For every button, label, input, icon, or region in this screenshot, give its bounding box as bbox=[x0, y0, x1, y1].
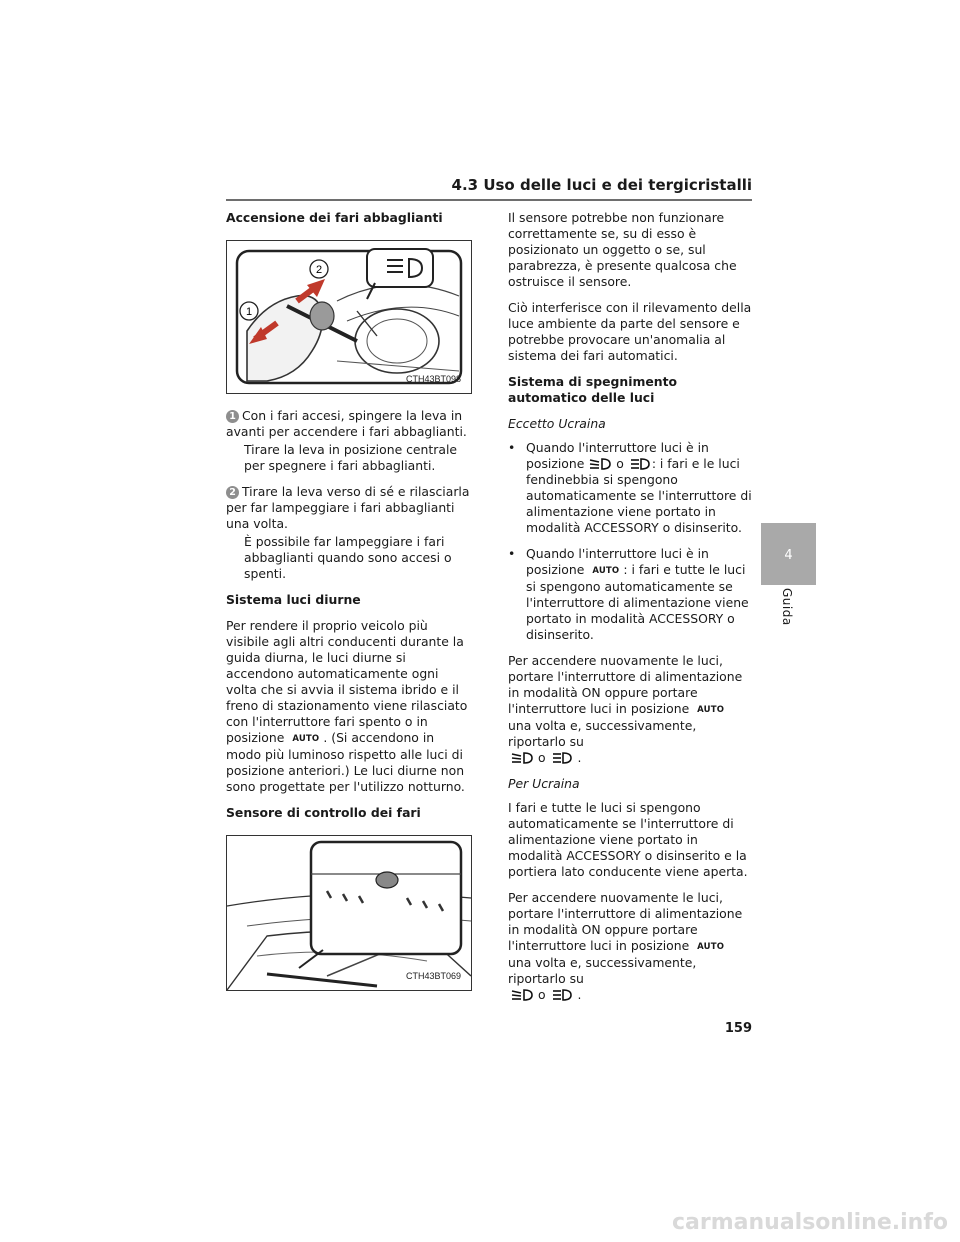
left-column bbox=[226, 210, 472, 1005]
period: . bbox=[577, 750, 582, 765]
paragraph-diurne bbox=[226, 618, 472, 795]
auto-icon: AUTO bbox=[592, 566, 620, 576]
riaccendere-paragraph-1 bbox=[508, 653, 752, 766]
bullet-2-text-b: : i fari e tutte le luci si spengono automaticamente se l'interruttore di alimentazione viene portato in modalità ACCESSORY o disinserito. bbox=[526, 562, 749, 642]
callout-2: 2 bbox=[315, 264, 323, 276]
step-number-2: 2 bbox=[226, 486, 239, 499]
callout-1: 1 bbox=[245, 306, 253, 318]
heading-abbaglianti: Accensione dei fari abbaglianti bbox=[226, 210, 443, 225]
low-beam-icon bbox=[510, 988, 534, 1002]
heading-sensore: Sensore di controllo dei fari bbox=[226, 805, 421, 820]
riaccendere-text-b: una volta e, successivamente, riportarlo su bbox=[508, 955, 697, 986]
bullet-2-text-a: Quando l'interruttore luci è in posizione bbox=[526, 546, 709, 577]
bullet-1-text-a: Quando l'interruttore luci è in posizione bbox=[526, 440, 709, 471]
step-1-sub: Tirare la leva in posizione centrale per spegnere i fari abbaglianti. bbox=[244, 442, 458, 473]
watermark: carmanualsonline.info bbox=[672, 1210, 948, 1235]
riaccendere-text-a: Per accendere nuovamente le luci, portare l'interruttore di alimentazione in modalità ON oppure portare l'interruttore luci in posizione bbox=[508, 653, 743, 716]
riaccendere-text-b: una volta e, successivamente, riportarlo su bbox=[508, 718, 697, 749]
step-1-text: Con i fari accesi, spingere la leva in avanti per accendere i fari abbaglianti. bbox=[226, 408, 467, 439]
header-rule bbox=[226, 199, 752, 201]
step-2-text: Tirare la leva verso di sé e rilasciarla per far lampeggiare i fari abbaglianti una volta. bbox=[226, 484, 470, 531]
step-2-sub: È possibile far lampeggiare i fari abbaglianti quando sono accesi o spenti. bbox=[244, 534, 452, 581]
label-per-ucraina: Per Ucraina bbox=[508, 776, 580, 791]
heading-diurne: Sistema luci diurne bbox=[226, 592, 361, 607]
or-text: o bbox=[616, 456, 624, 471]
ucraina-paragraph: I fari e tutte le luci si spengono automaticamente se l'interruttore di alimentazione viene portato in modalità ACCESSORY o disinserito e la portiera lato conducente viene aperta. bbox=[508, 800, 748, 879]
bullet-2 bbox=[508, 546, 752, 643]
right-column bbox=[508, 210, 752, 1013]
step-number-1: 1 bbox=[226, 410, 239, 423]
bullet-dot: • bbox=[508, 546, 516, 561]
bullet-1 bbox=[508, 440, 752, 536]
riaccendere-paragraph-2 bbox=[508, 890, 752, 1003]
diurne-text-b: . (Si accendono in modo più luminoso rispetto alle luci di posizione anteriori.) Le luci diurne non sono progettate per l'utilizzo notturno. bbox=[226, 730, 465, 794]
headlight-icon bbox=[550, 751, 574, 765]
bullet-1-text-b: : i fari e le luci fendinebbia si spengono automaticamente se l'interruttore di alimentazione viene portato in modalità ACCESSORY o disinserito. bbox=[526, 456, 752, 535]
headlight-icon bbox=[628, 457, 652, 471]
low-beam-icon bbox=[510, 751, 534, 765]
sensor-illustration bbox=[227, 836, 471, 990]
figure-code: CTH43BT098 bbox=[405, 374, 461, 384]
figure-lever bbox=[226, 240, 472, 394]
or-text: o bbox=[537, 750, 546, 765]
or-text: o bbox=[537, 987, 546, 1002]
step-2 bbox=[226, 484, 472, 532]
chapter-tab-number: 4 bbox=[784, 548, 793, 563]
period: . bbox=[577, 987, 582, 1002]
step-1 bbox=[226, 408, 472, 440]
figure-sensor bbox=[226, 835, 472, 991]
sensor-paragraph-2: Ciò interferisce con il rilevamento della luce ambiente da parte del sensore e potrebbe provocare un'anomalia al sistema dei fari automatici. bbox=[508, 300, 752, 363]
chapter-tab-label: Guida bbox=[780, 588, 794, 626]
low-beam-icon bbox=[588, 457, 612, 471]
chapter-tab[interactable] bbox=[761, 523, 816, 585]
page-number: 159 bbox=[724, 1021, 752, 1036]
auto-icon: AUTO bbox=[697, 705, 725, 715]
riaccendere-text-a: Per accendere nuovamente le luci, portare l'interruttore di alimentazione in modalità ON oppure portare l'interruttore luci in posizione bbox=[508, 890, 743, 953]
label-eccetto-ucraina: Eccetto Ucraina bbox=[508, 416, 606, 431]
bullet-dot: • bbox=[508, 440, 516, 455]
heading-spegnimento: Sistema di spegnimento automatico delle luci bbox=[508, 374, 678, 405]
auto-icon: AUTO bbox=[697, 942, 725, 952]
figure-code-2: CTH43BT069 bbox=[405, 971, 461, 981]
section-header: 4.3 Uso delle luci e dei tergicristalli bbox=[451, 176, 752, 194]
sensor-paragraph-1: Il sensore potrebbe non funzionare correttamente se, su di esso è posizionato un oggetto o se, sul parabrezza, è presente qualcosa che ostruisce il sensore. bbox=[508, 210, 737, 289]
auto-icon: AUTO bbox=[292, 734, 320, 744]
headlight-icon bbox=[550, 988, 574, 1002]
diurne-text-a: Per rendere il proprio veicolo più visibile agli altri conducenti durante la guida diurna, le luci diurne si accendono automaticamente ogni volta che si avvia il sistema ibrido e il freno di stazionamento viene rilasciato con l'interruttore fari spento o in posizione bbox=[226, 618, 468, 745]
